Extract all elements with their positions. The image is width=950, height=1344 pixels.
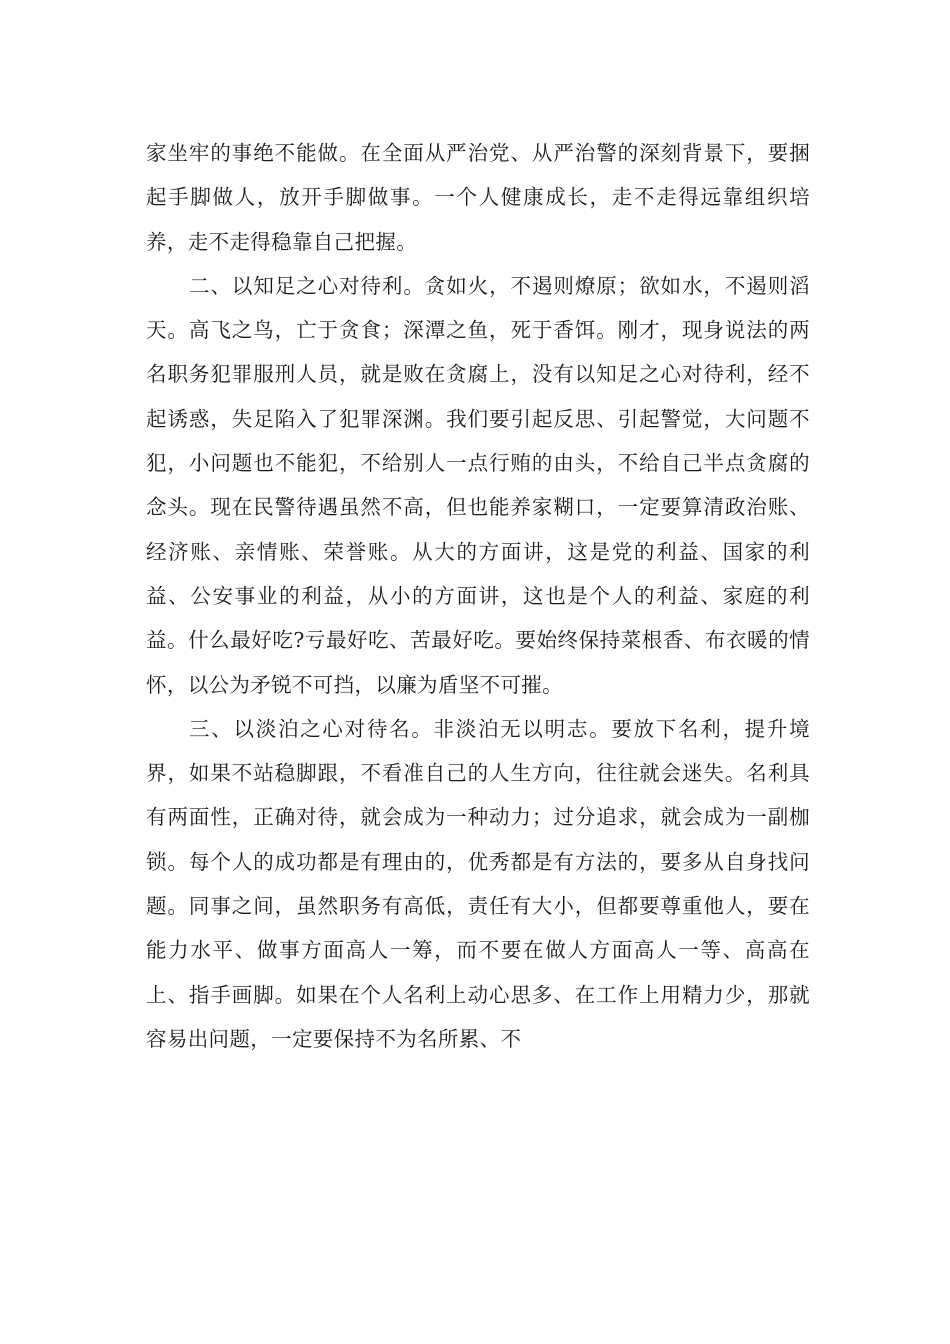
document-body — [146, 131, 810, 1061]
paragraph-continuation: 家坐牢的事绝不能做。在全面从严治党、从严治警的深刻背景下，要捆起手脚做人，放开手脚做事。一个人健康成长，走不走得远靠组织培养，走不走得稳靠自己把握。 — [146, 141, 810, 254]
paragraph-section-three: 三、以淡泊之心对待名。非淡泊无以明志。要放下名利，提升境界，如果不站稳脚跟，不看准自己的人生方向，往往就会迷失。名利具有两面性，正确对待，就会成为一种动力；过分追求，就会成为一副枷锁。每个人的成功都是有理由的，优秀都是有方法的，要多从自身找问题。同事之间，虽然职务有高低，责任有大小，但都要尊重他人，要在能力水平、做事方面高人一筹，而不要在做人方面高人一等、高高在上、指手画脚。如果在个人名利上动心思多、在工作上用精力少，那就容易出问题，一定要保持不为名所累、不 — [146, 716, 810, 1051]
paragraph-section-two: 二、以知足之心对待利。贪如火，不遏则燎原；欲如水，不遏则滔天。高飞之鸟，亡于贪食；深潭之鱼，死于香饵。刚才，现身说法的两名职务犯罪服刑人员，就是败在贪腐上，没有以知足之心对待利，经不起诱惑，失足陷入了犯罪深渊。我们要引起反思、引起警觉，大问题不犯，小问题也不能犯，不给别人一点行贿的由头，不给自己半点贪腐的念头。现在民警待遇虽然不高，但也能养家糊口，一定要算清政治账、经济账、亲情账、荣誉账。从大的方面讲，这是党的利益、国家的利益、公安事业的利益，从小的方面讲，这也是个人的利益、家庭的利益。什么最好吃?亏最好吃、苦最好吃。要始终保持菜根香、布衣暖的情怀，以公为矛锐不可挡，以廉为盾坚不可摧。 — [146, 273, 810, 697]
